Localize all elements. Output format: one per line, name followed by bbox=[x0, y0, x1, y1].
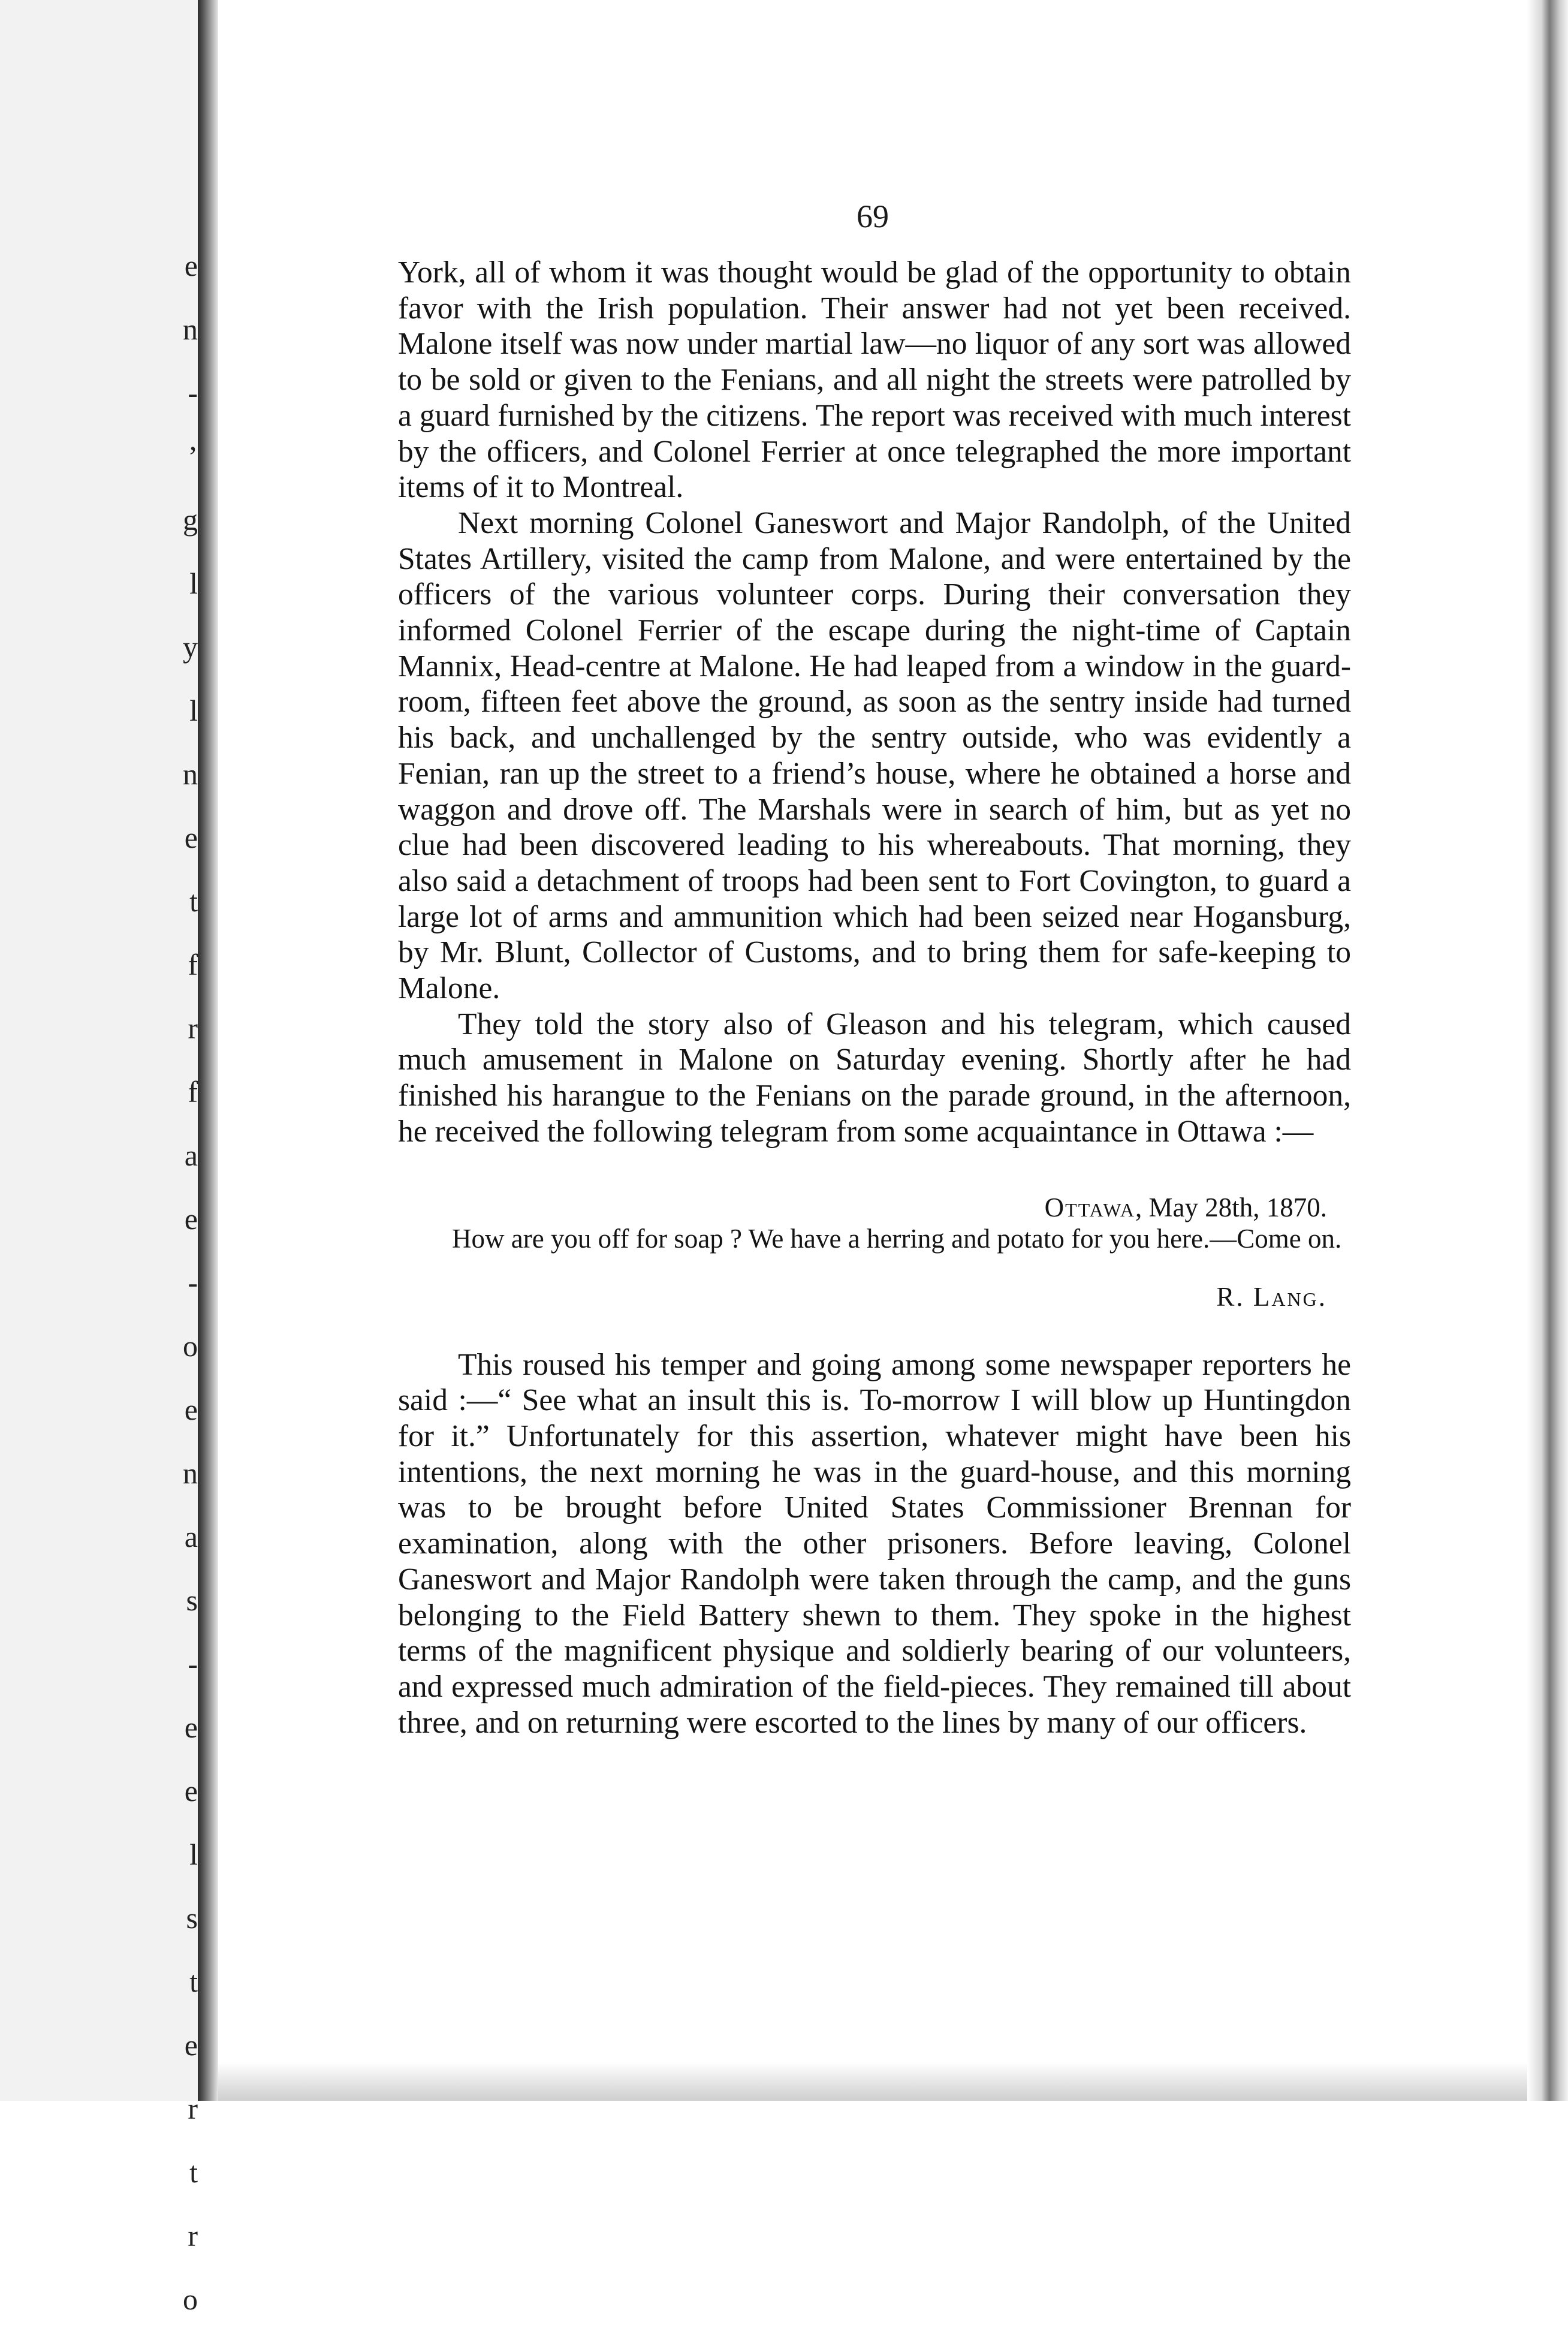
telegram-date: , May 28th, 1870. bbox=[1135, 1192, 1327, 1222]
facing-page-glyph: e bbox=[184, 2028, 198, 2062]
facing-page-glyph: l bbox=[189, 1838, 198, 1871]
facing-page-glyph: a bbox=[184, 1520, 198, 1553]
page-number: 69 bbox=[857, 198, 889, 234]
facing-page-glyph: t bbox=[189, 1965, 198, 1998]
facing-page-glyph: n bbox=[183, 1456, 198, 1490]
facing-page-glyph: f bbox=[188, 948, 198, 981]
facing-page-glyph: e bbox=[184, 821, 198, 854]
facing-page-glyph: t bbox=[189, 2155, 198, 2189]
telegram-dateline bbox=[398, 1192, 1351, 1223]
book-page bbox=[218, 0, 1527, 2062]
facing-page-glyph: s bbox=[186, 1901, 198, 1935]
facing-page-glyph: - bbox=[188, 1266, 198, 1299]
paragraph-2: Next morning Colonel Ganeswort and Major Randolph, of the United States Artillery, visited the camp from Malone, and were entertained by the officers of the various volunteer corps. During their conversation they informed Colonel Ferrier of the escape during the night-time of Captain Mannix, Head-centre at Malone. He had leaped from a window in the guard-room, fifteen feet above the ground, as soon as the sentry inside had turned his back, and unchallenged by the sentry outside, who was evidently a Fenian, ran up the street to a friend’s house, where he obtained a horse and waggon and drove off. The Marshals were in search of him, but as yet no clue had been discovered leading to his whereabouts. That morning, they also said a detachment of troops had been sent to Fort Covington, to guard a large lot of arms and ammunition which had been seized near Hogansburg, by Mr. Blunt, Collector of Customs, and to bring them for safe-keeping to Malone. bbox=[398, 505, 1351, 1006]
facing-page-glyph: t bbox=[189, 884, 198, 918]
facing-page-glyph: e bbox=[184, 1710, 198, 1744]
facing-page-glyph: r bbox=[188, 2219, 198, 2252]
paragraph-3: They told the story also of Gleason and his telegram, which caused much amusement in Malone on Saturday evening. Shortly after he had finished his harangue to the Fenians on the parade ground, in the afternoon, he received the following telegram from some acquaintance in Ottawa :— bbox=[398, 1007, 1351, 1149]
facing-page-glyph: e bbox=[184, 1774, 198, 1808]
facing-page-strip bbox=[0, 0, 198, 2101]
body-text bbox=[398, 255, 1351, 1740]
telegram-place: Ottawa bbox=[1044, 1192, 1135, 1222]
facing-page-glyph: l bbox=[189, 567, 198, 600]
page-edge-bottom bbox=[218, 2062, 1527, 2101]
paragraph-1: York, all of whom it was thought would be glad of the opportunity to obtain favor with the Irish population. Their answer had not yet been received. Malone itself was now under martial law—no liquor of any sort was allowed to be sold or given to the Fenians, and all night the streets were patrolled by a guard furnished by the citizens. The report was received with much interest by the officers, and Colonel Ferrier at once telegraphed the more important items of it to Montreal. bbox=[398, 255, 1351, 505]
facing-page-glyph: - bbox=[188, 376, 198, 409]
telegram-signature: R. Lang. bbox=[1216, 1281, 1327, 1312]
book-spine-shadow bbox=[198, 0, 218, 2101]
facing-page-glyph: e bbox=[184, 1202, 198, 1236]
facing-page-glyph: f bbox=[188, 1075, 198, 1109]
facing-page-glyph: a bbox=[184, 1139, 198, 1172]
facing-page-glyph: e bbox=[184, 1393, 198, 1426]
facing-page-glyph: y bbox=[183, 630, 198, 664]
facing-page-glyph: e bbox=[184, 249, 198, 282]
facing-page-glyph: ’ bbox=[188, 439, 198, 473]
telegram-body: How are you off for soap ? We have a herring and potato for you here.—Come on. bbox=[452, 1223, 1342, 1254]
facing-page-glyph: o bbox=[183, 1329, 198, 1363]
telegram-quote bbox=[398, 1192, 1351, 1312]
facing-page-glyph: g bbox=[183, 503, 198, 537]
facing-page-glyph: o bbox=[183, 2282, 198, 2316]
facing-page-glyph: - bbox=[188, 1647, 198, 1681]
facing-page-glyph: r bbox=[188, 2092, 198, 2125]
facing-page-glyph: r bbox=[188, 1011, 198, 1045]
facing-page-glyph: l bbox=[189, 694, 198, 727]
facing-page-line-endings bbox=[174, 234, 198, 2331]
page-edge-right bbox=[1527, 0, 1568, 2101]
facing-page-glyph: n bbox=[183, 312, 198, 346]
facing-page-glyph: s bbox=[186, 1583, 198, 1617]
facing-page-glyph: n bbox=[183, 757, 198, 791]
paragraph-4: This roused his temper and going among some newspaper reporters he said :—“ See what an insult this is. To-morrow I will blow up Huntingdon for it.” Unfortunately for this assertion, whatever might have been his intentions, the next morning he was in the guard-house, and this morning was to be brought before United States Commissioner Brennan for examination, along with the other prisoners. Before leaving, Colonel Ganeswort and Major Randolph were taken through the camp, and the guns belonging to the Field Battery shewn to them. They spoke in the highest terms of the magnificent physique and soldierly bearing of our volunteers, and expressed much admiration of the field-pieces. They remained till about three, and on returning were escorted to the lines by many of our officers. bbox=[398, 1347, 1351, 1740]
